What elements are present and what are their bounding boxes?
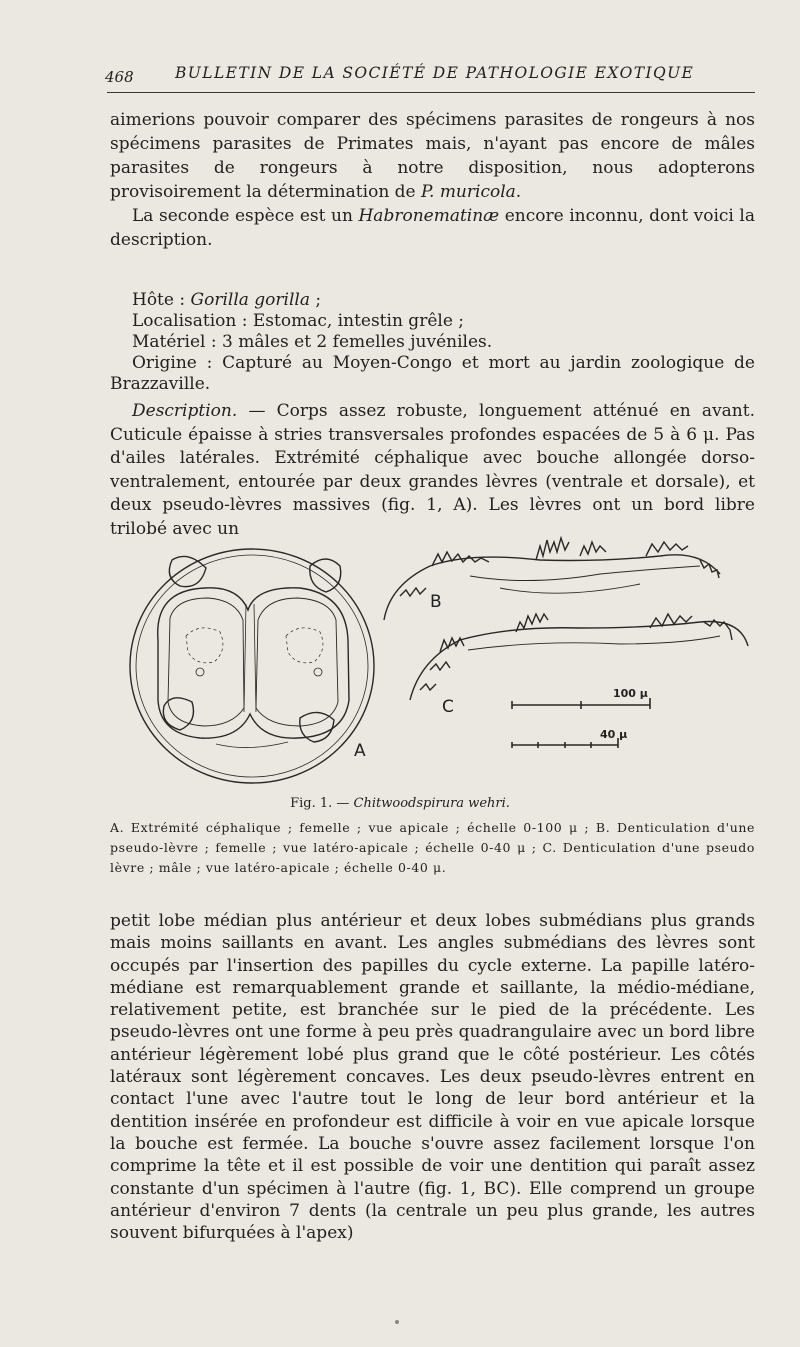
figure-c-drawing — [410, 614, 748, 700]
figure-caption-title — [0, 796, 800, 811]
species-name: P. muricola — [421, 182, 516, 202]
host-label: Hôte : — [132, 290, 191, 310]
second-species-text-end: encore inconnu, dont voici la description. — [110, 206, 755, 250]
host-end: ; — [309, 290, 322, 310]
host-value: Gorilla gorilla — [190, 290, 310, 310]
scale-label-40: 40 μ — [600, 728, 628, 741]
materiel-line: Matériel : 3 mâles et 2 femelles juvéniles. — [132, 332, 493, 352]
caption-prefix: Fig. 1. — — [290, 796, 354, 811]
description-label: Description. — [132, 401, 238, 421]
intro-end: . — [515, 182, 522, 202]
page-speck — [395, 1320, 399, 1324]
localisation-line: Localisation : Estomac, intestin grêle ; — [132, 311, 465, 331]
caption-species: Chitwoodspirura wehri. — [353, 796, 510, 811]
figure-legend: A. Extrémité céphalique ; femelle ; vue apicale ; échelle 0-100 μ ; B. Denticulation d'une pseudo-lèvre ; femelle ; vue latéro-apicale ; échelle 0-40 μ ; C. Denticulation d'une pseudo lèvre ; mâle ; vue latéro-apicale ; échelle 0-40 μ. — [110, 820, 755, 875]
figure-a-drawing — [130, 549, 374, 783]
taxon-name: Habronematinæ — [358, 206, 500, 226]
page-number: 468 — [105, 68, 134, 86]
origine-line: Origine : Capturé au Moyen-Congo et mort au jardin zoologique de Brazzaville. — [110, 353, 755, 394]
scale-label-100: 100 μ — [613, 687, 648, 700]
running-title: BULLETIN DE LA SOCIÉTÉ DE PATHOLOGIE EXOTIQUE — [175, 64, 695, 82]
continuation-section — [110, 910, 755, 1244]
intro-text: aimerions pouvoir comparer des spécimens parasites de rongeurs à nos spécimens parasites de Primates mais, n'ayant pas encore de mâles parasites de rongeurs à notre disposition, nous adopterons provisoirement la détermination de — [110, 110, 755, 202]
figure-c-label: C — [442, 697, 454, 717]
second-species-text: La seconde espèce est un — [132, 206, 359, 226]
figure-a-label: A — [354, 741, 366, 761]
description-text: — Corps assez robuste, longuement atténué en avant. Cuticule épaisse à stries transversales profondes espacées de 5 à 6 μ. Pas d'ailes latérales. Extrémité céphalique avec bouche allongée dorso-ventralement, entourée par deux grandes lèvres (ventrale et dorsale), et deux pseudo-lèvres massives (fig. 1, A). Les lèvres ont un bord libre trilobé avec un — [110, 401, 755, 539]
continuation-paragraph: petit lobe médian plus antérieur et deux lobes submédians plus grands mais moins saillants en avant. Les angles submédians des lèvres sont occupés par l'insertion des papilles du cycle externe. La papille latéro-médiane est remarquablement grande et saillante, la médio-médiane, relativement petite, est branchée sur le pied de la précédente. Les pseudo-lèvres ont une forme à peu près quadrangulaire avec un bord libre antérieur légèrement lobé plus grand que le côté postérieur. Les côtés latéraux sont légèrement concaves. Les deux pseudo-lèvres entrent en contact l'une avec l'autre tout le long de leur bord antérieur et la dentition insérée en profondeur est difficile à voir en vue apicale lorsque la bouche est fermée. La bouche s'ouvre assez facilement lorsque l'on comprime la tête et il est possible de voir une dentition qui paraît assez constante d'un spécimen à l'autre (fig. 1, BC). Elle comprend un groupe antérieur d'environ 7 dents (la centrale un peu plus grande, les autres souvent bifurquées à l'apex) — [110, 911, 755, 1244]
figure-b-label: B — [430, 592, 442, 612]
